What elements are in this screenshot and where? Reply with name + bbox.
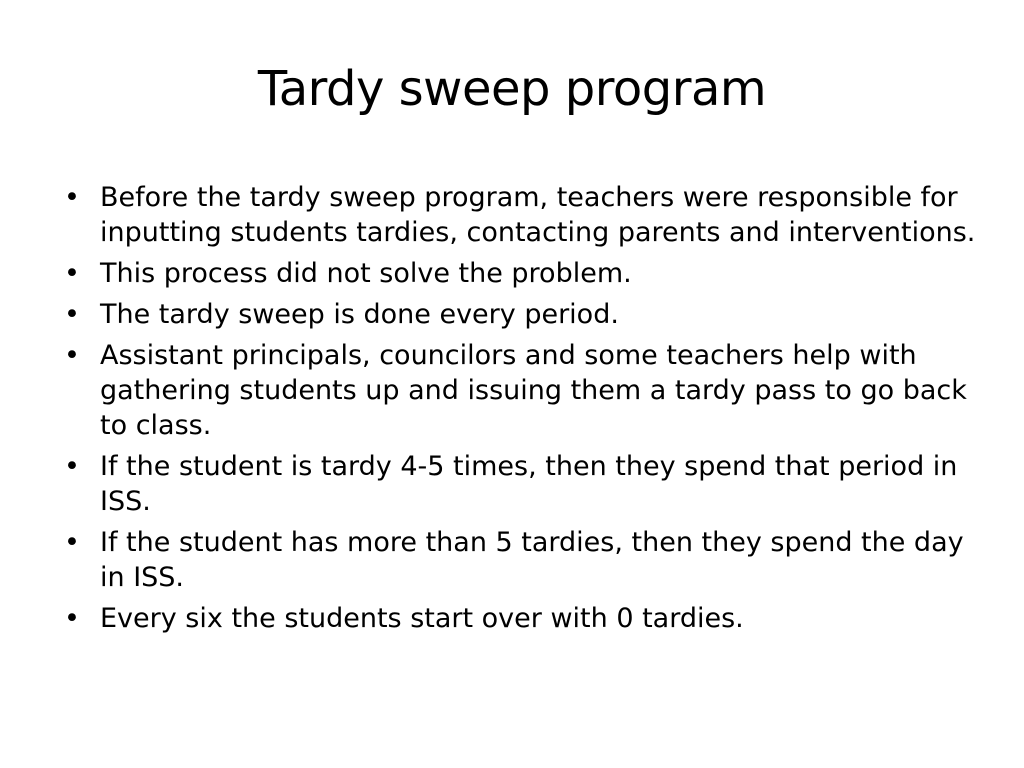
bullet-icon: • <box>64 340 80 371</box>
bullet-icon: • <box>64 258 80 289</box>
bullet-item <box>52 449 982 519</box>
bullet-icon: • <box>64 603 80 634</box>
bullet-item <box>52 525 982 595</box>
bullet-text: If the student has more than 5 tardies, then they spend the day in ISS. <box>100 527 964 593</box>
bullet-text: This process did not solve the problem. <box>100 258 632 289</box>
bullet-list <box>52 180 982 642</box>
bullet-item <box>52 601 982 636</box>
bullet-icon: • <box>64 182 80 213</box>
bullet-item <box>52 256 982 291</box>
bullet-item <box>52 180 982 250</box>
bullet-text: If the student is tardy 4-5 times, then they spend that period in ISS. <box>100 451 958 517</box>
bullet-item <box>52 297 982 332</box>
bullet-text: Every six the students start over with 0 tardies. <box>100 603 744 634</box>
slide-title: Tardy sweep program <box>257 61 767 117</box>
bullet-icon: • <box>64 299 80 330</box>
bullet-text: Before the tardy sweep program, teachers were responsible for inputting students tardies, contacting parents and interventions. <box>100 182 976 248</box>
bullet-text: Assistant principals, councilors and some teachers help with gathering students up and issuing them a tardy pass to go back to class. <box>100 340 967 441</box>
bullet-icon: • <box>64 527 80 558</box>
bullet-text: The tardy sweep is done every period. <box>100 299 619 330</box>
bullet-icon: • <box>64 451 80 482</box>
bullet-item <box>52 338 982 443</box>
